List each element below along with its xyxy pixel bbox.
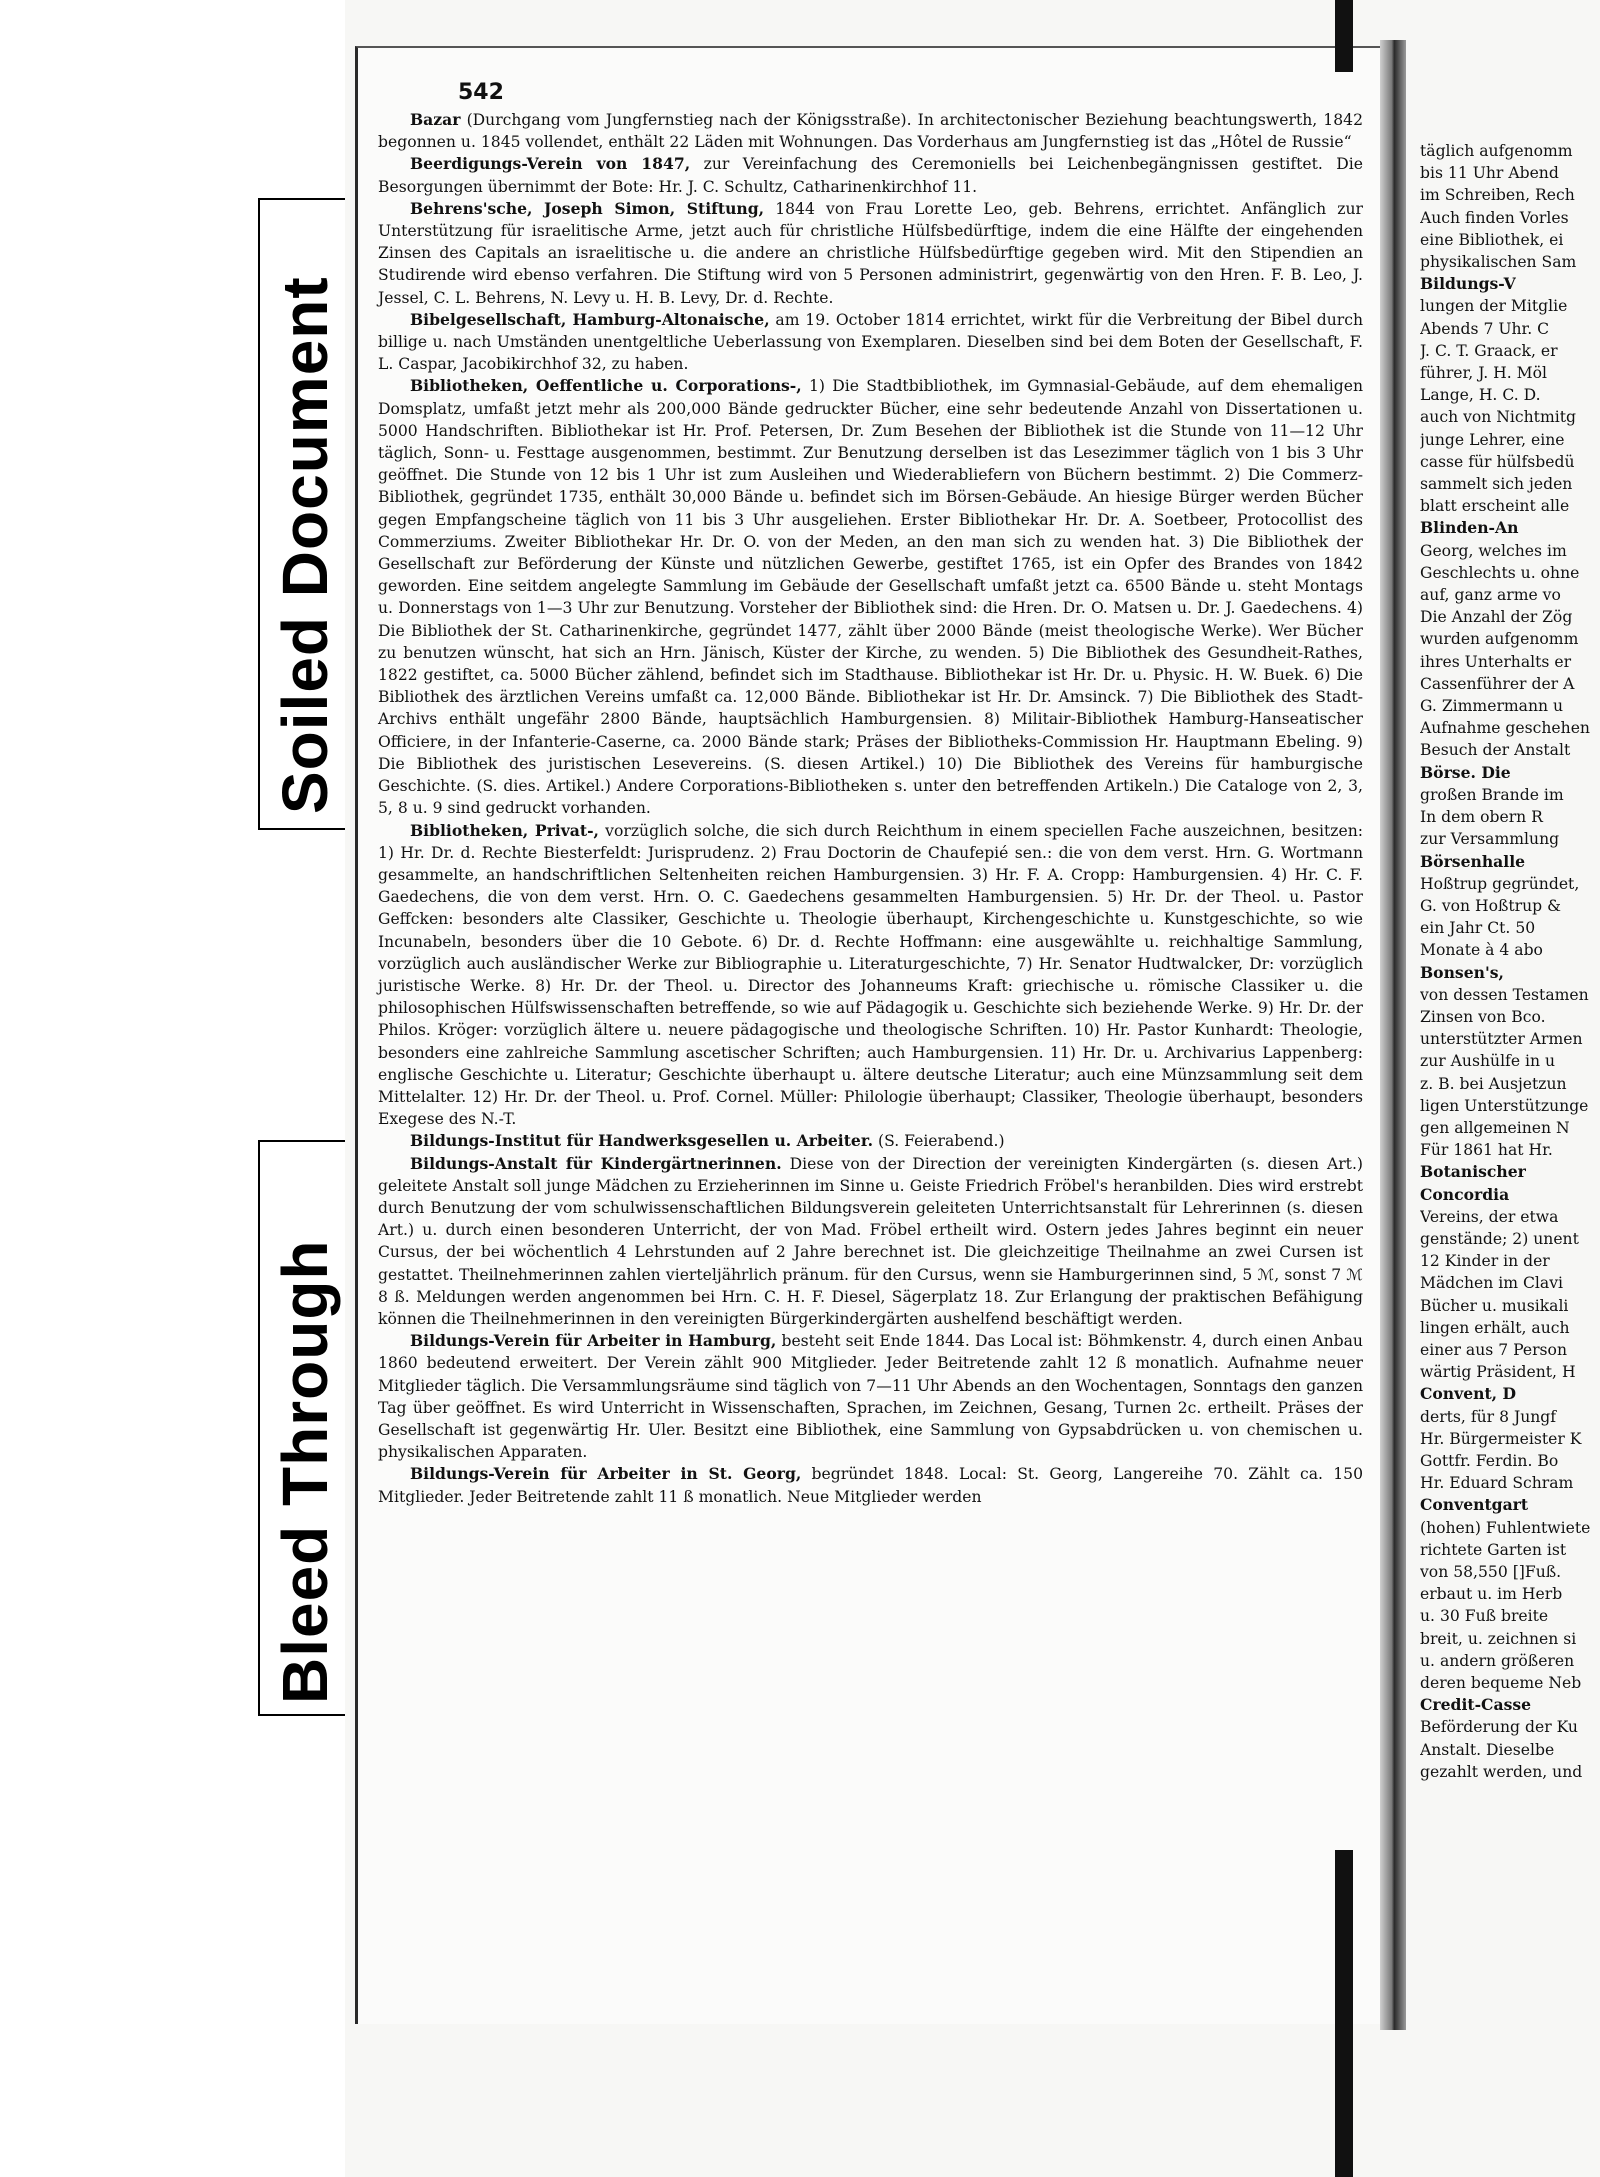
right-column-line: genstände; 2) unent	[1420, 1229, 1579, 1248]
right-column-line: wurden aufgenomm	[1420, 630, 1579, 649]
right-column-line: physikalischen Sam	[1420, 253, 1577, 272]
right-column-line: zur Versammlung	[1420, 830, 1560, 849]
entry-text: 1844 von Frau Lorette Leo, geb. Behrens, errichtet. Anfänglich zur Unterstützung für israelitische Arme, jetzt auch für christliche Hülfsbedürftige, indem die eine Hälfte der eingehenden Zinsen des Capitals an israelitische u. die andere an christliche Hülfsbedürftige gegeben wird. Mit den Stipendien an Studirende wird ebenso verfahren. Die Stiftung wird von 5 Personen administrirt, gegenwärtig von den Hren. F. B. Leo, J. Jessel, C. L. Behrens, N. Levy u. H. B. Levy, Dr. d. Rechte.	[378, 199, 1363, 307]
right-column-line: Credit-Casse	[1420, 1695, 1532, 1715]
entry-text: vorzüglich solche, die sich durch Reichthum in einem speciellen Fache auszeichnen, besitzen: 1) Hr. Dr. d. Rechte Biesterfeldt: Jurisprudenz. 2) Frau Doctorin de Chaufepié sen.: die von dem verst. Hrn. G. Wortmann gesammelte, an handschriftlichen Seltenheiten reichen Hamburgensien. 3) Hr. F. A. Cropp: Hamburgensien. 4) Hr. C. F. Gaedechens, die von dem verst. Hrn. O. C. Gaedechens gesammelten Hamburgensien. 5) Hr. Dr. der Theol. u. Pastor Geffcken: besonders alte Classiker, Geschichte u. Theologie überhaupt, Kirchengeschichte u. Kunstgeschichte, so wie Incunabeln, besonders über die 10 Gebote. 6) Dr. d. Rechte Hoffmann: eine ausgewählte u. reichhaltige Sammlung, vorzüglich auch ausländischer Werke zur Bibliographie u. Literaturgeschichte, 7) Hr. Senator Hudtwalcker, Dr: vorzüglich juristische Werke. 8) Hr. Dr. der Theol. u. Director des Johanneums Kraft: griechische u. römische Classiker u. die philosophischen Hülfswissenschaften betreffende, so wie auf Pädagogik u. Geschichte sich beziehende Werke. 9) Hr. Dr. der Philos. Kröger: vorzüglich ältere u. neuere pädagogische und theologische Schriften. 10) Hr. Pastor Kunhardt: Theologie, besonders eine zahlreiche Sammlung ascetischer Schriften; auch Hamburgensien. 11) Hr. Dr. u. Archivarius Lappenberg: englische Geschichte u. Literatur; Geschichte überhaupt u. ältere deutsche Literatur; auch eine Münzsammlung seit dem Mittelalter. 12) Hr. Dr. der Theol. u. Prof. Cornel. Müller: Philologie überhaupt; Classiker, Theologie überhaupt, besonders Exegese des N.-T.	[378, 821, 1363, 1129]
right-page-text	[1420, 140, 1595, 1783]
right-column-line: gen allgemeinen N	[1420, 1118, 1570, 1137]
page-number: 542	[458, 80, 504, 105]
scan-edge-mark-bottom	[1335, 1850, 1353, 2177]
right-column-line: von dessen Testamen	[1420, 985, 1589, 1004]
entry-text: 1) Die Stadtbibliothek, im Gymnasial-Gebäude, auf dem ehemaligen Domsplatz, umfaßt jetzt mehr als 200,000 Bände gedruckter Bücher, eine sehr bedeutende Anzahl von Dissertationen u. 5000 Handschriften. Bibliothekar ist Hr. Prof. Petersen, Dr. Zum Besehen der Bibliothek ist die Stunde von 11—12 Uhr täglich, Sonn- u. Festtage ausgenommen, bestimmt. Zur Benutzung derselben ist das Lesezimmer täglich von 1 bis 3 Uhr geöffnet. Die Stunde von 12 bis 1 Uhr ist zum Ausleihen und Wiederabliefern von Büchern bestimmt. 2) Die Commerz-Bibliothek, gegründet 1735, enthält 30,000 Bände u. befindet sich im Börsen-Gebäude. An hiesige Bürger werden Bücher gegen Empfangscheine täglich von 11 bis 3 Uhr ausgeliehen. Erster Bibliothekar Hr. Dr. A. Soetbeer, Protocollist des Commerziums. Zweiter Bibliothekar Hr. Dr. O. von der Meden, an den man sich zu wenden hat. 3) Die Bibliothek der Gesellschaft zur Beförderung der Künste und nützlichen Gewerbe, gestiftet 1765, ist ein Opfer des Brandes von 1842 geworden. Eine seitdem angelegte Sammlung im Gebäude der Gesellschaft umfaßt jetzt ca. 6500 Bände u. steht Montags u. Donnerstags von 1—3 Uhr zur Benutzung. Vorsteher der Bibliothek sind: die Hren. Dr. O. Matsen u. Dr. J. Gaedechens. 4) Die Bibliothek der St. Catharinenkirche, gegründet 1477, zählt über 2000 Bände (meist theologische Werke). Wer Bücher zu benutzen wünscht, hat sich an Hrn. Jänisch, Küster der Kirche, zu wenden. 5) Die Bibliothek des Gesundheit-Rathes, 1822 gestiftet, ca. 5000 Bücher zählend, befindet sich im Stadthause. Bibliothekar ist Hr. Dr. u. Physic. H. W. Buek. 6) Die Bibliothek des ärztlichen Vereins umfaßt ca. 12,000 Bände. Bibliothekar ist Hr. Dr. Amsinck. 7) Die Bibliothek des Stadt-Archivs enthält ungefähr 2800 Bände, hauptsächlich Hamburgensien. 8) Militair-Bibliothek Hamburg-Hanseatischer Officiere, in der Infanterie-Caserne, ca. 2000 Bände stark; Präses der Bibliotheks-Commission Hr. Hauptmann Ebeling. 9) Die Bibliothek des juristischen Lesevereins. (S. diesen Artikel.) 10) Die Bibliothek des Vereins für hamburgische Geschichte. (S. dies. Artikel.) Andere Corporations-Bibliotheken s. unter den betreffenden Artikeln.) Die Cataloge von 2, 3, 5, 8 u. 9 sind gedruckt vorhanden.	[378, 377, 1364, 818]
bleed-through-label: Bleed Through	[269, 1239, 341, 1704]
right-column-line: Convent, D	[1420, 1384, 1517, 1404]
right-column-line: G. von Hoßtrup &	[1420, 896, 1561, 915]
right-column-line: einer aus 7 Person	[1420, 1340, 1567, 1359]
right-column-line: Hr. Eduard Schram	[1420, 1474, 1574, 1493]
entry-text: Diese von der Direction der vereinigten Kindergärten (s. diesen Art.) geleitete Anstalt soll junge Mädchen zu Erzieherinnen im Sinne u. Geiste Friedrich Fröbel's heranbilden. Dies wird erstrebt durch Benutzung der vom schulwissenschaftlichen Bildungsverein geleiteten Unterrichtsanstalt für Lehrerinnen (s. diesen Art.) u. durch einen besonderen Unterricht, der von Mad. Fröbel ertheilt wird. Ostern jedes Jahres beginnt ein neuer Cursus, der bei wöchentlich 4 Lehrstunden auf 2 Jahre berechnet ist. Die gleichzeitige Theilnahme an zwei Cursen ist gestattet. Theilnehmerinnen zahlen vierteljährlich pränum. für den Cursus, wenn sie Hamburgerinnen sind, 5 ℳ, sonst 7 ℳ 8 ß. Meldungen werden angenommen bei Hrn. C. H. F. Diesel, Sägerplatz 18. Zur Erlangung der praktischen Befähigung können die Theilnehmerinnen in den vereinigten Bürgerkindergärten aushelfend beschäftigt werden.	[378, 1154, 1363, 1328]
entry-heading: Bildungs-Anstalt für Kindergärtnerinnen.	[410, 1153, 782, 1173]
entry-heading: Beerdigungs-Verein von 1847,	[410, 154, 691, 174]
right-column-line: sammelt sich jeden	[1420, 475, 1573, 494]
right-column-line: 12 Kinder in der	[1420, 1252, 1550, 1271]
right-column-line: unterstützter Armen	[1420, 1030, 1583, 1049]
right-column-line: Monate à 4 abo	[1420, 941, 1543, 960]
right-column-line: In dem obern R	[1420, 808, 1543, 827]
entry-text: zur Vereinfachung des Ceremoniells bei Leichenbegängnissen gestiftet. Die Besorgungen übernimmt der Bote: Hr. J. C. Schultz, Catharinenkirchhof 11.	[378, 155, 1363, 196]
right-column-line: Börsenhalle	[1420, 851, 1526, 871]
soiled-document-label: Soiled Document	[269, 276, 341, 814]
right-column-line: ligen Unterstützunge	[1420, 1096, 1589, 1115]
right-column-line: Besuch der Anstalt	[1420, 741, 1571, 760]
right-column-line: G. Zimmermann u	[1420, 697, 1564, 716]
right-column-line: Beförderung der Ku	[1420, 1718, 1578, 1737]
right-column-line: gezahlt werden, und	[1420, 1762, 1583, 1781]
right-column-line: Mädchen im Clavi	[1420, 1274, 1563, 1293]
right-column-line: Hr. Bürgermeister K	[1420, 1429, 1582, 1448]
entry	[378, 1330, 1363, 1463]
right-column-line: erbaut u. im Herb	[1420, 1585, 1563, 1604]
entry	[378, 1153, 1363, 1331]
right-column-line: deren bequeme Neb	[1420, 1674, 1582, 1693]
right-column-line: breit, u. zeichnen si	[1420, 1629, 1577, 1648]
entry	[378, 309, 1363, 376]
entry	[378, 153, 1363, 197]
right-column-line: Conventgart	[1420, 1495, 1529, 1515]
right-column-line: Börse. Die	[1420, 762, 1511, 782]
entry-text: besteht seit Ende 1844. Das Local ist: Böhmkenstr. 4, durch einen Anbau 1860 bedeutend erweitert. Der Verein zählt 900 Mitglieder. Jeder Beitretende zahlt 12 ß monatlich. Aufnahme neuer Mitglieder täglich. Die Versammlungsräume sind täglich von 7—11 Uhr Abends an den Wochentagen, Sonntags den ganzen Tag über geöffnet. Es wird Unterricht in Wissenschaften, Sprachen, im Zeichnen, Gesang, Turnen 2c. ertheilt. Präses der Gesellschaft ist gegenwärtig Hr. Uler. Besitzt eine Bibliothek, eine Sammlung von Gypsabdrücken u. von chemischen u. physikalischen Apparaten.	[378, 1332, 1363, 1462]
entry	[378, 109, 1363, 153]
right-column-line: Georg, welches im	[1420, 541, 1567, 560]
entry-heading: Behrens'sche, Joseph Simon, Stiftung,	[410, 198, 765, 218]
right-column-line: ihres Unterhalts er	[1420, 652, 1572, 671]
right-column-line: derts, für 8 Jungf	[1420, 1407, 1557, 1426]
right-column-line: auf, ganz arme vo	[1420, 586, 1561, 605]
right-column-line: casse für hülfsbedü	[1420, 452, 1575, 471]
entry-text: (Durchgang vom Jungfernstieg nach der Königsstraße). In architectonischer Beziehung beachtungswerth, 1842 begonnen u. 1845 vollendet, enthält 22 Läden mit Wohnungen. Das Vorderhaus am Jungfernstieg ist das „Hôtel de Russie“	[378, 111, 1363, 152]
right-column-line: Botanischer	[1420, 1162, 1526, 1182]
entry-list	[378, 109, 1363, 1508]
right-column-line: täglich aufgenomm	[1420, 142, 1573, 160]
entry-heading: Bildungs-Verein für Arbeiter in St. Georg,	[410, 1464, 802, 1484]
right-column-line: Für 1861 hat Hr.	[1420, 1141, 1553, 1160]
entry-text: (S. Feierabend.)	[873, 1132, 1005, 1151]
right-column-line: bis 11 Uhr Abend	[1420, 164, 1559, 183]
right-column-line: Zinsen von Bco.	[1420, 1007, 1546, 1026]
right-column-line: Blinden-An	[1420, 518, 1519, 538]
right-column-line: J. C. T. Graack, er	[1420, 341, 1558, 360]
right-column-line: (hohen) Fuhlentwiete	[1420, 1518, 1591, 1537]
left-page-text	[378, 80, 1363, 1508]
right-column-line: wärtig Präsident, H	[1420, 1363, 1576, 1382]
right-column-line: Die Anzahl der Zög	[1420, 608, 1573, 627]
entry-text: begründet 1848. Local: St. Georg, Langereihe 70. Zählt ca. 150 Mitglieder. Jeder Beitretende zahlt 11 ß monatlich. Neue Mitglieder werden	[378, 1465, 1363, 1506]
book-gutter	[1380, 40, 1406, 2030]
right-column-line: lingen erhält, auch	[1420, 1318, 1570, 1337]
right-column-line: Bücher u. musikali	[1420, 1296, 1569, 1315]
right-column-line: Concordia	[1420, 1184, 1510, 1204]
right-column-line: ein Jahr Ct. 50	[1420, 919, 1536, 938]
right-column-line: Bildungs-V	[1420, 274, 1516, 294]
right-column-line: z. B. bei Ausjetzun	[1420, 1074, 1567, 1093]
right-column-line: Hoßtrup gegründet,	[1420, 874, 1580, 893]
right-column-line: Lange, H. C. D.	[1420, 386, 1541, 405]
entry	[378, 375, 1363, 819]
right-column-line: junge Lehrer, eine	[1420, 430, 1565, 449]
right-column-line: Aufnahme geschehen	[1420, 719, 1590, 738]
entry-text: am 19. October 1814 errichtet, wirkt für die Verbreitung der Bibel durch billige u. nach Umständen unentgeltliche Ueberlassung von Exemplaren. Dieselben sind bei dem Boten der Gesellschaft, F. L. Caspar, Jacobikirchhof 32, zu haben.	[378, 310, 1363, 374]
right-column-line: führer, J. H. Möl	[1420, 364, 1548, 383]
right-column-line: u. 30 Fuß breite	[1420, 1607, 1549, 1626]
entry	[378, 198, 1363, 309]
right-column-line: eine Bibliothek, ei	[1420, 230, 1564, 249]
entry-heading: Bazar	[410, 110, 461, 129]
right-column-line: blatt erscheint alle	[1420, 497, 1570, 516]
right-column-line: auch von Nichtmitg	[1420, 408, 1576, 427]
right-column-line: zur Aushülfe in u	[1420, 1052, 1556, 1071]
right-column-line: Cassenführer der A	[1420, 674, 1575, 693]
entry-heading: Bibliotheken, Oeffentliche u. Corporations-,	[410, 376, 802, 396]
right-column-line: großen Brande im	[1420, 785, 1564, 804]
scan-edge-mark-top	[1335, 0, 1353, 72]
right-column-line: von 58,550 []Fuß.	[1420, 1563, 1562, 1581]
right-column-line: Gottfr. Ferdin. Bo	[1420, 1451, 1559, 1470]
entry-heading: Bibliotheken, Privat-,	[410, 820, 599, 840]
entry-heading: Bildungs-Verein für Arbeiter in Hamburg,	[410, 1331, 777, 1351]
bleed-through-label-box	[258, 1140, 348, 1716]
right-column-line: Bonsen's,	[1420, 962, 1504, 982]
right-column-line: Anstalt. Dieselbe	[1420, 1740, 1555, 1759]
entry	[378, 1463, 1363, 1507]
right-column-line: Vereins, der etwa	[1420, 1207, 1559, 1226]
right-column-line: im Schreiben, Rech	[1420, 186, 1575, 205]
entry-heading: Bildungs-Institut für Handwerksgesellen u. Arbeiter.	[410, 1131, 874, 1151]
entry-heading: Bibelgesellschaft, Hamburg-Altonaische,	[410, 309, 770, 329]
soiled-document-label-box	[258, 198, 348, 830]
right-column-line: lungen der Mitglie	[1420, 297, 1568, 316]
right-column-line: richtete Garten ist	[1420, 1540, 1567, 1559]
right-column-line: Abends 7 Uhr. C	[1420, 319, 1550, 338]
right-column-line: Geschlechts u. ohne	[1420, 563, 1580, 582]
right-column-lines	[1420, 140, 1595, 1783]
right-column-line: u. andern größeren	[1420, 1651, 1575, 1670]
entry	[378, 820, 1363, 1131]
right-column-line: Auch finden Vorles	[1420, 208, 1569, 227]
entry	[378, 1130, 1363, 1152]
